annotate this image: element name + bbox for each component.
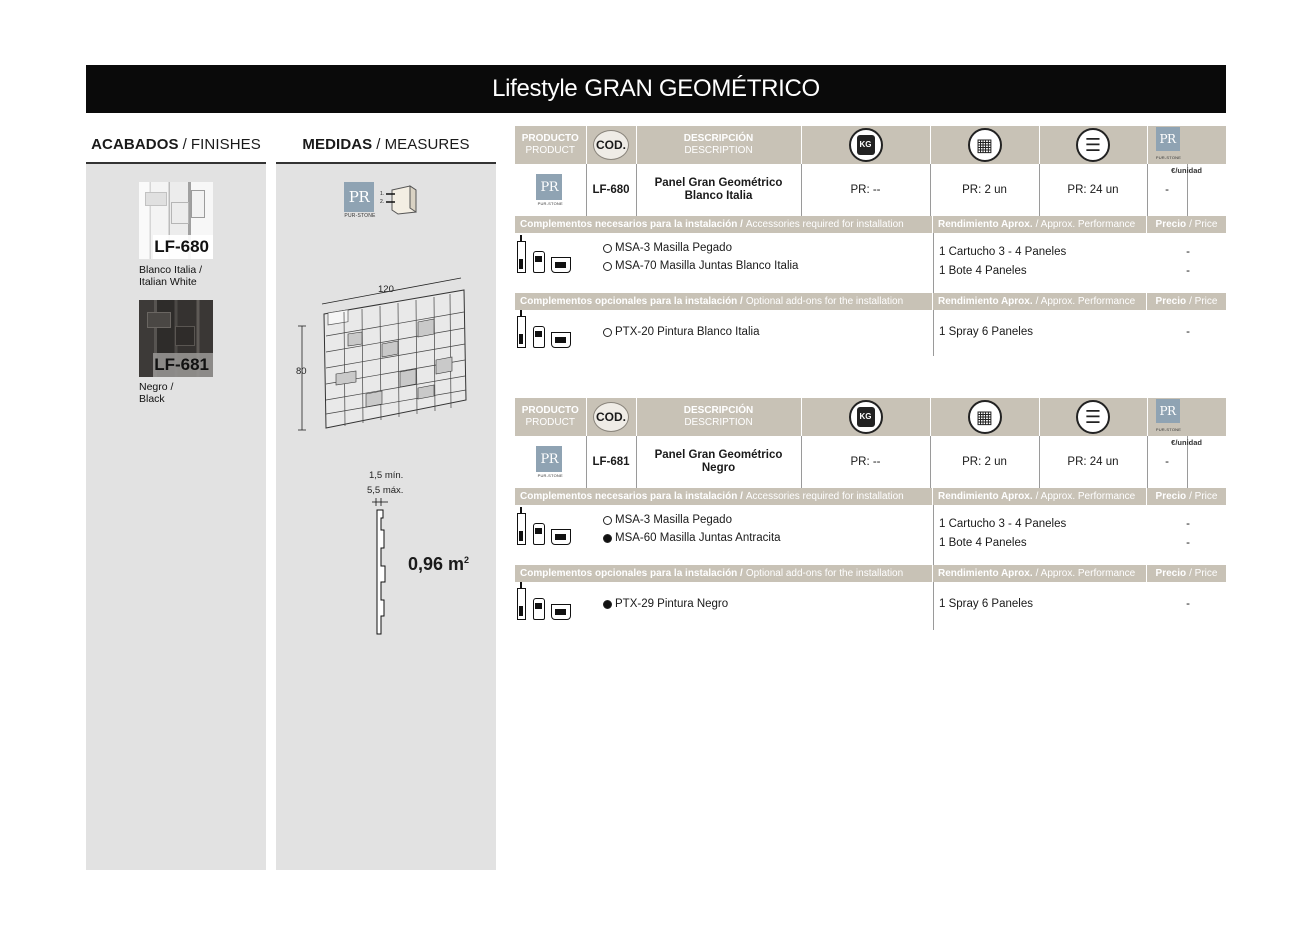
required-accessories bbox=[515, 505, 1226, 565]
step-label: 2. bbox=[380, 199, 385, 205]
measures-heading: MEDIDAS / MEASURES bbox=[276, 126, 496, 164]
perf-value: 1 Spray 6 Paneles bbox=[939, 325, 1033, 338]
product-table bbox=[515, 126, 1226, 216]
header-en: PRODUCT bbox=[525, 417, 575, 428]
perf-value: 1 Bote 4 Paneles bbox=[939, 264, 1027, 277]
price-bold: Precio bbox=[1155, 296, 1187, 307]
pr-badge: PR bbox=[344, 182, 374, 212]
pr-badge: PR bbox=[1156, 127, 1180, 151]
col-desc bbox=[636, 398, 801, 436]
pr-badge: PR bbox=[536, 446, 562, 472]
bucket-icon bbox=[551, 604, 571, 620]
list-item bbox=[603, 529, 781, 547]
cartridge-icon bbox=[517, 241, 526, 273]
product-weight: PR: -- bbox=[801, 164, 930, 216]
product-logo-cell bbox=[515, 164, 586, 216]
pr-sub: PUR-STONE bbox=[1155, 154, 1182, 160]
price-list bbox=[1147, 582, 1226, 613]
option-dot bbox=[603, 244, 612, 253]
cartridge-icon bbox=[517, 316, 526, 348]
title-light: Lifestyle bbox=[492, 75, 578, 102]
pallet-icon: ☰ bbox=[1076, 128, 1110, 162]
product-box: PR: 2 un bbox=[930, 436, 1039, 488]
swatch-lf-681 bbox=[139, 300, 213, 377]
finishes-heading-bold: ACABADOS bbox=[91, 135, 179, 153]
measures-panel bbox=[276, 126, 496, 870]
option-dot bbox=[603, 516, 612, 525]
min-thickness-label: 1,5 mín. bbox=[369, 470, 404, 481]
product-block bbox=[515, 398, 1226, 630]
list-item bbox=[603, 323, 759, 341]
tools-icons bbox=[515, 316, 603, 348]
weight-icon bbox=[849, 128, 883, 162]
perf-light: / Approx. Performance bbox=[1035, 296, 1136, 307]
product-block bbox=[515, 126, 1226, 356]
optional-bold: Complementos opcionales para la instalación / bbox=[520, 296, 743, 307]
accessory-list bbox=[515, 505, 933, 547]
kg-label: KG bbox=[857, 135, 875, 155]
install-illustration bbox=[386, 184, 420, 216]
swatch-label-line: Blanco Italia / bbox=[139, 264, 203, 276]
header-en: DESCRIPTION bbox=[684, 417, 753, 428]
product-price: - bbox=[1147, 164, 1187, 216]
list-item bbox=[603, 595, 728, 613]
kg-label: KG bbox=[857, 407, 875, 427]
option-dot bbox=[603, 534, 612, 543]
col-product bbox=[515, 398, 586, 436]
product-description bbox=[636, 436, 801, 488]
perf-light: / Approx. Performance bbox=[1035, 491, 1136, 502]
swatch-code: LF-681 bbox=[153, 353, 213, 377]
title-bold: GRAN GEOMÉTRICO bbox=[584, 75, 820, 102]
perf-list bbox=[933, 505, 1147, 565]
step-label: 1. bbox=[380, 191, 385, 197]
product-pallet: PR: 24 un bbox=[1039, 164, 1147, 216]
header-es: PRODUCTO bbox=[521, 133, 579, 144]
swatch-code: LF-680 bbox=[153, 235, 213, 259]
required-bold: Complementos necesarios para la instalación / bbox=[520, 219, 743, 230]
accessory-list bbox=[515, 233, 933, 275]
area-value bbox=[408, 554, 469, 575]
perf-list bbox=[933, 233, 1147, 293]
install-steps bbox=[380, 190, 384, 206]
accessory-name: PTX-29 Pintura Negro bbox=[615, 598, 729, 610]
optional-bold: Complementos opcionales para la instalación / bbox=[520, 568, 743, 579]
spray-icon bbox=[533, 523, 545, 545]
table-row bbox=[515, 436, 1226, 488]
cartridge-icon bbox=[517, 513, 526, 545]
accessory-list bbox=[515, 582, 933, 620]
box-icon: ▦ bbox=[968, 128, 1002, 162]
measures-heading-bold: MEDIDAS bbox=[302, 135, 373, 153]
swatch-label bbox=[139, 264, 202, 288]
product-table bbox=[515, 398, 1226, 488]
table-header bbox=[515, 126, 1226, 164]
measures-heading-light: MEASURES bbox=[384, 135, 470, 153]
bucket-icon bbox=[551, 529, 571, 545]
col-price bbox=[1147, 398, 1226, 436]
area-text: 0,96 m bbox=[408, 554, 465, 574]
perf-bold: Rendimiento Aprox. bbox=[938, 296, 1033, 307]
pur-stone-logo bbox=[344, 182, 376, 219]
pur-stone-logo bbox=[1156, 399, 1182, 436]
perf-list bbox=[933, 310, 1147, 356]
price-light: / Price bbox=[1189, 219, 1218, 230]
bucket-icon bbox=[551, 332, 571, 348]
finishes-heading-light: FINISHES bbox=[190, 135, 261, 153]
swatch-label bbox=[139, 381, 173, 405]
price-list bbox=[1147, 505, 1226, 552]
tools-icons bbox=[515, 513, 603, 545]
perf-value: 1 Spray 6 Paneles bbox=[939, 597, 1033, 610]
swatch-label-line: Italian White bbox=[139, 276, 197, 288]
pallet-icon: ☰ bbox=[1076, 400, 1110, 434]
header-es: PRODUCTO bbox=[521, 405, 579, 416]
spray-icon bbox=[533, 326, 545, 348]
header-en: PRODUCT bbox=[525, 145, 575, 156]
pr-sub: PUR-STONE bbox=[537, 201, 563, 206]
pur-stone-logo bbox=[1156, 127, 1182, 164]
perf-bold: Rendimiento Aprox. bbox=[938, 568, 1033, 579]
pr-sub: PUR-STONE bbox=[1155, 426, 1182, 432]
product-code: LF-681 bbox=[586, 436, 636, 488]
perf-value: 1 Cartucho 3 - 4 Paneles bbox=[939, 245, 1067, 258]
required-accessories bbox=[515, 233, 1226, 293]
accessory-name: MSA-3 Masilla Pegado bbox=[615, 514, 732, 526]
optional-light: Optional add-ons for the installation bbox=[745, 296, 904, 307]
bucket-icon bbox=[551, 257, 571, 273]
col-pallet bbox=[1039, 398, 1147, 436]
col-weight bbox=[801, 398, 930, 436]
cod-badge: COD. bbox=[593, 402, 629, 432]
product-box: PR: 2 un bbox=[930, 164, 1039, 216]
col-price bbox=[1147, 126, 1226, 164]
max-thickness-label: 5,5 máx. bbox=[367, 485, 404, 496]
pr-badge: PR bbox=[536, 174, 562, 200]
box-icon: ▦ bbox=[968, 400, 1002, 434]
desc-line: Negro bbox=[701, 462, 736, 474]
col-cod bbox=[586, 398, 636, 436]
tools-icons bbox=[515, 241, 603, 273]
accessory-list bbox=[515, 310, 933, 348]
page-title bbox=[86, 65, 1226, 113]
required-light: Accessories required for installation bbox=[745, 219, 904, 230]
col-weight bbox=[801, 126, 930, 164]
price-value: - bbox=[1186, 597, 1190, 610]
col-cod bbox=[586, 126, 636, 164]
swatch-label-line: Black bbox=[139, 393, 165, 405]
desc-line: Blanco Italia bbox=[684, 190, 753, 202]
price-value: - bbox=[1186, 536, 1190, 549]
required-header bbox=[515, 216, 1226, 233]
spray-icon bbox=[533, 598, 545, 620]
swatch-label-line: Negro / bbox=[139, 381, 174, 393]
list-item bbox=[603, 239, 798, 257]
col-box bbox=[930, 398, 1039, 436]
perf-value: 1 Cartucho 3 - 4 Paneles bbox=[939, 517, 1067, 530]
price-light: / Price bbox=[1189, 568, 1218, 579]
price-bold: Precio bbox=[1155, 568, 1187, 579]
col-desc bbox=[636, 126, 801, 164]
price-list bbox=[1147, 310, 1226, 341]
price-value: - bbox=[1186, 264, 1190, 277]
table-header bbox=[515, 398, 1226, 436]
list-item bbox=[603, 257, 798, 275]
height-label: 80 bbox=[296, 366, 307, 377]
cod-badge: COD. bbox=[593, 130, 629, 160]
price-bold: Precio bbox=[1155, 491, 1187, 502]
cartridge-icon bbox=[517, 588, 526, 620]
perf-light: / Approx. Performance bbox=[1035, 219, 1136, 230]
weight-icon bbox=[849, 400, 883, 434]
perf-list bbox=[933, 582, 1147, 630]
pr-sub: PUR-STONE bbox=[537, 473, 563, 478]
optional-accessories bbox=[515, 582, 1226, 630]
header-es: DESCRIPCIÓN bbox=[683, 133, 754, 144]
unit-label: €/unidad bbox=[1171, 166, 1202, 175]
col-pallet bbox=[1039, 126, 1147, 164]
accessory-name: PTX-20 Pintura Blanco Italia bbox=[615, 326, 760, 338]
price-value: - bbox=[1186, 325, 1190, 338]
unit-label: €/unidad bbox=[1171, 438, 1202, 447]
header-es: DESCRIPCIÓN bbox=[683, 405, 754, 416]
list-item bbox=[603, 511, 781, 529]
desc-line: Panel Gran Geométrico bbox=[654, 177, 783, 189]
optional-header bbox=[515, 293, 1226, 310]
required-light: Accessories required for installation bbox=[745, 491, 904, 502]
option-dot bbox=[603, 328, 612, 337]
area-sup: 2 bbox=[464, 555, 470, 565]
price-value: - bbox=[1186, 245, 1190, 258]
option-dot bbox=[603, 262, 612, 271]
product-weight: PR: -- bbox=[801, 436, 930, 488]
required-header bbox=[515, 488, 1226, 505]
price-list bbox=[1147, 233, 1226, 280]
required-bold: Complementos necesarios para la instalación / bbox=[520, 491, 743, 502]
perf-bold: Rendimiento Aprox. bbox=[938, 219, 1033, 230]
accessory-name: MSA-60 Masilla Juntas Antracita bbox=[615, 532, 781, 544]
perf-light: / Approx. Performance bbox=[1035, 568, 1136, 579]
panel-drawing bbox=[296, 274, 476, 434]
table-row bbox=[515, 164, 1226, 216]
profile-drawing bbox=[368, 496, 398, 636]
perf-value: 1 Bote 4 Paneles bbox=[939, 536, 1027, 549]
finishes-heading: ACABADOS / FINISHES bbox=[86, 126, 266, 164]
col-product bbox=[515, 126, 586, 164]
accessory-name: MSA-3 Masilla Pegado bbox=[615, 242, 732, 254]
price-value: - bbox=[1186, 517, 1190, 530]
price-light: / Price bbox=[1189, 296, 1218, 307]
accessory-name: MSA-70 Masilla Juntas Blanco Italia bbox=[615, 260, 799, 272]
product-code: LF-680 bbox=[586, 164, 636, 216]
desc-line: Panel Gran Geométrico bbox=[654, 449, 783, 461]
optional-light: Optional add-ons for the installation bbox=[745, 568, 904, 579]
product-logo-cell bbox=[515, 436, 586, 488]
option-dot bbox=[603, 600, 612, 609]
pr-badge: PR bbox=[1156, 399, 1180, 423]
spray-icon bbox=[533, 251, 545, 273]
optional-header bbox=[515, 565, 1226, 582]
tools-icons bbox=[515, 588, 603, 620]
product-pallet: PR: 24 un bbox=[1039, 436, 1147, 488]
pr-sub: PUR-STONE bbox=[344, 213, 376, 219]
optional-accessories bbox=[515, 310, 1226, 356]
price-bold: Precio bbox=[1155, 219, 1187, 230]
col-box bbox=[930, 126, 1039, 164]
price-light: / Price bbox=[1189, 491, 1218, 502]
product-description bbox=[636, 164, 801, 216]
perf-bold: Rendimiento Aprox. bbox=[938, 491, 1033, 502]
header-en: DESCRIPTION bbox=[684, 145, 753, 156]
swatch-lf-680 bbox=[139, 182, 213, 259]
product-price: - bbox=[1147, 436, 1187, 488]
width-label: 120 bbox=[378, 284, 394, 295]
